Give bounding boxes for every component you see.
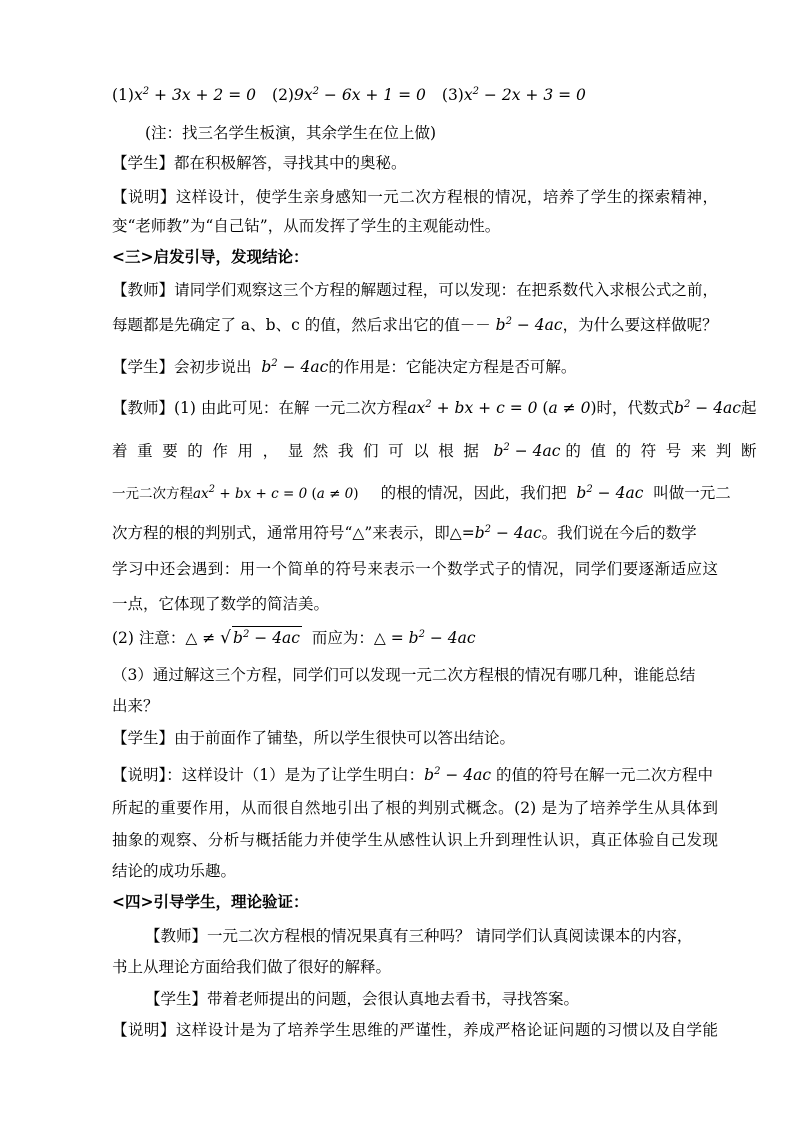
note-line-2: (2) 注意：△ ≠ √ $b^2 - 4ac$ 而应为：△ = $b^2 - 4ac$ xyxy=(112,628,476,648)
section-heading-4: <四>引导学生，理论验证： xyxy=(112,892,309,911)
eq3-label: (3) xyxy=(441,86,464,104)
discriminant-expr: $b^2 - 4ac$ xyxy=(488,442,566,460)
teacher-line-4: 着重要的作用，显然我们可以根据 $b^2 - 4ac$ 的值的符号来判断 xyxy=(112,442,767,460)
teacher-line-1: 【教师】请同学们观察这三个方程的解题过程，可以发现：在把系数代入求根公式之前， xyxy=(112,281,718,299)
teacher-line-5: 一元二次方程$ax^2$ + bx + c = 0 (a ≠ 0) 的根的情况，因此，我们把 $b^2 - 4ac$ 叫做一元二 xyxy=(112,484,731,502)
discriminant-expr: $b^2 - 4ac$ xyxy=(674,399,741,417)
teacher-line-7: 学习中还会遇到：用一个简单的符号来表示一个数学式子的情况，同学们要逐渐适应这 xyxy=(112,560,718,578)
teacher-line-11: 【教师】一元二次方程根的情况果真有三种吗？ 请同学们认真阅读课本的内容， xyxy=(145,927,693,945)
discriminant-definition: $\triangle=b^2 - 4ac$ xyxy=(449,524,542,542)
discriminant-expr: $b^2 - 4ac$ xyxy=(251,358,329,376)
explanation-line-6: 结论的成功乐趣。 xyxy=(112,862,237,880)
student-line-3: 【学生】由于前面作了铺垫，所以学生很快可以答出结论。 xyxy=(112,729,516,747)
teacher-line-2: 每题都是先确定了 a、b、c 的值，然后求出它的值－－ $b^2 - 4ac$，为什么要这样做呢？ xyxy=(112,316,718,334)
section-heading-3: <三>启发引导，发现结论： xyxy=(112,247,309,266)
eq2-label: (2) xyxy=(272,86,294,104)
equations-line xyxy=(112,84,718,106)
discriminant-expr: $b^2 - 4ac$ xyxy=(566,484,654,502)
note-line: (注：找三名学生板演，其余学生在位上做) xyxy=(145,124,437,142)
teacher-line-12: 书上从理论方面给我们做了很好的解释。 xyxy=(112,958,392,976)
teacher-line-6: 次方程的根的判别式，通常用符号“△”来表示，即$\triangle=b^2 - 4ac$。我们说在今后的数学 xyxy=(112,524,697,542)
eq1-label: (1) xyxy=(112,86,134,104)
equation-2: $9x^2 - 6x + 1 = 0$ xyxy=(293,86,426,104)
teacher-line-8: 一点，它体现了数学的简洁美。 xyxy=(112,595,330,613)
explanation-line-4: 所起的重要作用，从而很自然地引出了根的判别式概念。(2) 是为了培养学生从具体到 xyxy=(112,799,718,817)
teacher-line-9: （3）通过解这三个方程，同学们可以发现一元二次方程根的情况有哪几种，谁能总结 xyxy=(112,666,696,684)
quadratic-equation: $ax^2$ + bx + c = 0 (a ≠ 0) xyxy=(407,399,597,417)
equality-expr: △ = $b^2 - 4ac$ xyxy=(373,629,476,647)
student-line-1: 【学生】都在积极解答，寻找其中的奥秘。 xyxy=(112,154,407,172)
equation-3: $x^2 - 2x + 3 = 0$ xyxy=(463,86,586,104)
explanation-line-3: 【说明】：这样设计（1）是为了让学生明白：$b^2 - 4ac$ 的值的符号在解一元二次方程中 xyxy=(112,766,714,784)
explanation-line-7: 【说明】这样设计是为了培养学生思维的严谨性，养成严格论证问题的习惯以及自学能 xyxy=(112,1021,718,1039)
equation-1: $x^2 + 3x + 2 = 0$ xyxy=(133,86,257,104)
teacher-line-3: 【教师】(1) 由此可见：在解 一元二次方程$ax^2$ + bx + c = 0 (a ≠ 0)时，代数式$b^2 - 4ac$起 xyxy=(112,399,757,417)
quadratic-equation: $ax^2$ + bx + c = 0 (a ≠ 0) xyxy=(193,484,359,502)
explanation-line-1: 【说明】这样设计，使学生亲身感知一元二次方程根的情况，培养了学生的探索精神， xyxy=(112,188,718,206)
discriminant-expr: $b^2 - 4ac$ xyxy=(424,766,492,784)
discriminant-expr: $b^2 - 4ac$ xyxy=(490,316,563,334)
teacher-line-10: 出来？ xyxy=(112,697,159,715)
inequality-expr: △ ≠ √ $b^2 - 4ac$ xyxy=(185,628,300,648)
student-line-2: 【学生】会初步说出 $b^2 - 4ac$的作用是：它能决定方程是否可解。 xyxy=(112,358,577,376)
explanation-line-5: 抽象的观察、分析与概括能力并使学生从感性认识上升到理性认识，真正体验自己发现 xyxy=(112,831,718,849)
explanation-line-2: 变“老师教”为“自己钻”，从而发挥了学生的主观能动性。 xyxy=(112,217,501,235)
student-line-4: 【学生】带着老师提出的问题，会很认真地去看书，寻找答案。 xyxy=(145,990,580,1008)
